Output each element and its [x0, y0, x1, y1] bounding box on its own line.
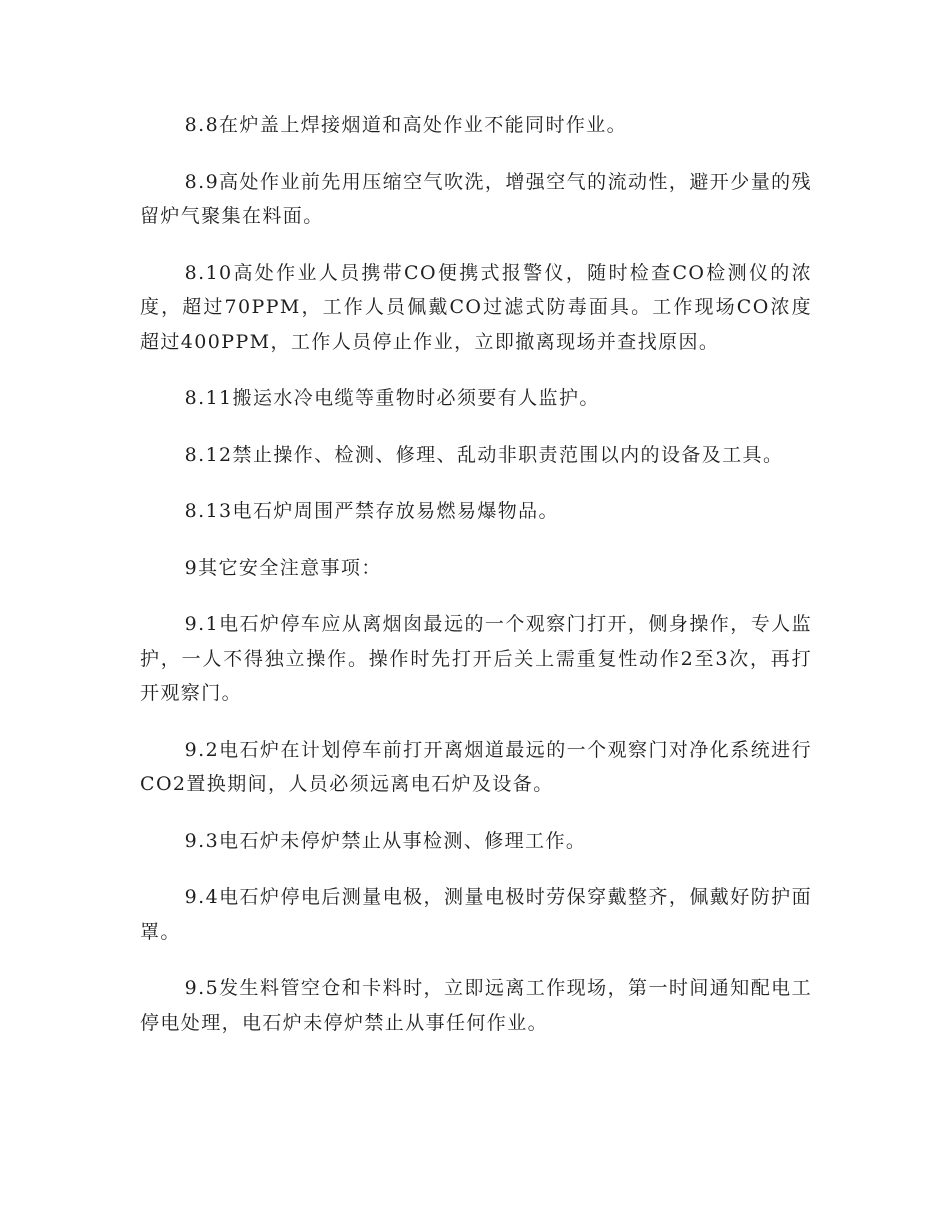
paragraph-8-9: 8.9高处作业前先用压缩空气吹洗，增强空气的流动性，避开少量的残留炉气聚集在料面。 — [140, 170, 812, 227]
paragraph-8-13: 8.13电石炉周围严禁存放易燃易爆物品。 — [184, 500, 559, 522]
paragraph-8-10: 8.10高处作业人员携带CO便携式报警仪，随时检查CO检测仪的浓度，超过70PPM，工作人员佩戴CO过滤式防毒面具。工作现场CO浓度超过400PPM，工作人员停止作业，立即撤离现场并查找原因。 — [140, 261, 812, 353]
paragraph-9-3: 9.3电石炉未停炉禁止从事检测、修理工作。 — [184, 829, 587, 852]
paragraph-9-1: 9.1电石炉停车应从离烟囱最远的一个观察门打开，侧身操作，专人监护，一人不得独立操作。操作时先打开后关上需重复性动作2至3次，再打开观察门。 — [140, 613, 812, 704]
paragraph-9-4: 9.4电石炉停电后测量电极，测量电极时劳保穿戴整齐，佩戴好防护面罩。 — [140, 886, 812, 943]
paragraph-8-8: 8.8在炉盖上焊接烟道和高处作业不能同时作业。 — [184, 114, 628, 136]
section-heading-9: 9其它安全注意事项： — [184, 556, 382, 579]
paragraph-8-12: 8.12禁止操作、检测、修理、乱动非职责范围以内的设备及工具。 — [184, 443, 784, 466]
paragraph-9-5: 9.5发生料管空仓和卡料时，立即远离工作现场，第一时间通知配电工停电处理，电石炉未停炉禁止从事任何作业。 — [140, 977, 812, 1034]
paragraph-9-2: 9.2电石炉在计划停车前打开离烟道最远的一个观察门对净化系统进行CO2置换期间，人员必须远离电石炉及设备。 — [140, 738, 812, 795]
paragraph-8-11: 8.11搬运水冷电缆等重物时必须要有人监护。 — [184, 387, 600, 409]
